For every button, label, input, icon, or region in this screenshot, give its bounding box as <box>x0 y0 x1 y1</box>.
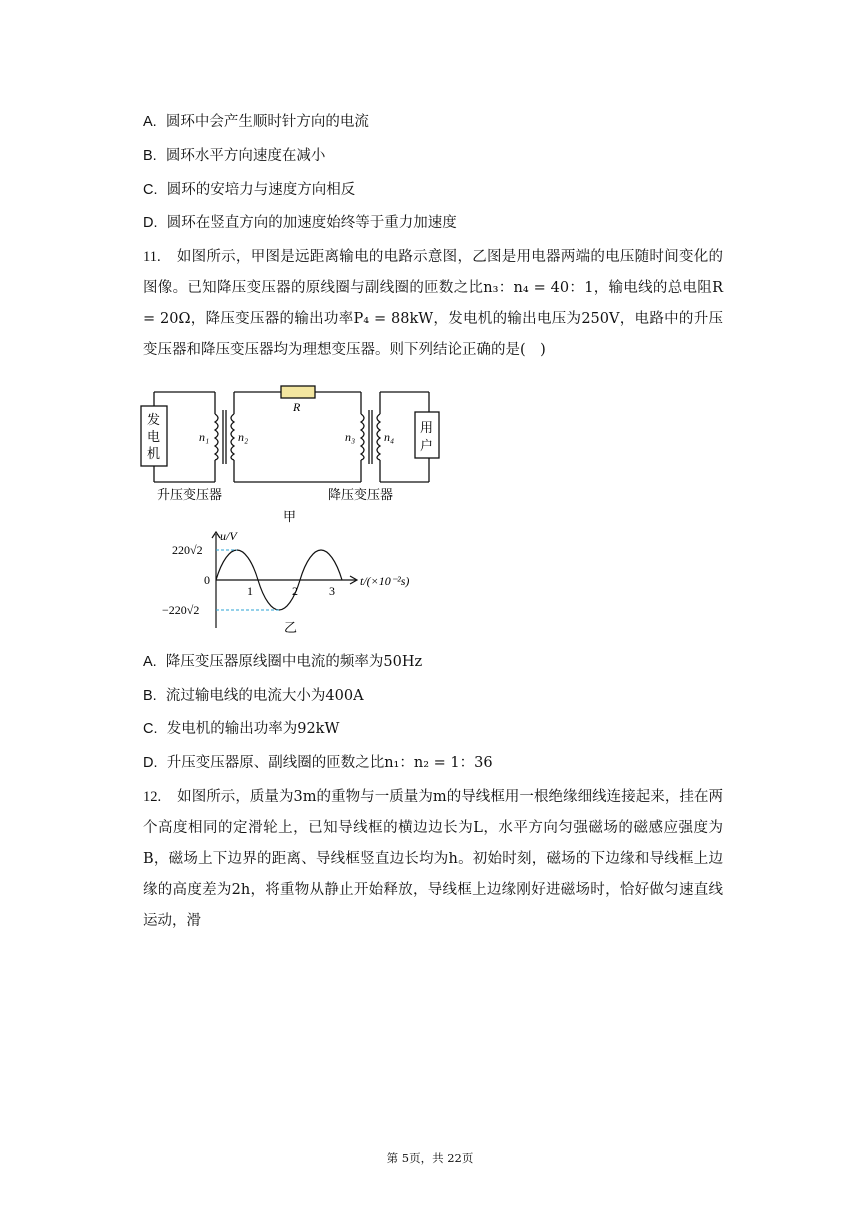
page-footer: 第 5页，共 22页 <box>386 1151 474 1165</box>
label-n3: n₃ <box>345 430 356 444</box>
label-n1: n₁ <box>199 430 210 444</box>
tick-label-2: 2 <box>292 584 298 598</box>
q11-option-d <box>143 753 493 773</box>
q11-stem <box>143 242 723 366</box>
resistor-label: R <box>293 400 301 414</box>
option-text: 圆环水平方向速度在减小 <box>165 148 326 164</box>
option-text: 升压变压器原、副线圈的匝数之比n₁：n₂ = 1：36 <box>166 755 493 771</box>
question-text: 如图所示，甲图是远距离输电的电路示意图，乙图是用电器两端的电压随时间变化的图像。已知降压变压器的原线圈与副线圈的匝数之比n₃：n₄ = 40：1，输电线的总电阻R = 20Ω，降压变压器的输出功率P₄ = 88kW，发电机的输出电压为250V，电路中的升压变压器和降压变压器均为理想变压器。则下列结论正确的是( ) <box>143 249 723 358</box>
tick-label-3: 3 <box>329 584 335 598</box>
option-text: 降压变压器原线圈中电流的频率为50Hz <box>165 654 423 670</box>
coil-n1 <box>215 414 218 460</box>
generator-label-2: 电 <box>147 430 161 445</box>
label-n4: n₄ <box>384 430 395 444</box>
q12-stem <box>143 782 723 937</box>
y-zero-label: 0 <box>204 573 210 587</box>
generator-label-1: 发 <box>147 413 161 428</box>
step-up-label: 升压变压器 <box>157 488 223 503</box>
option-letter: B. <box>143 688 157 704</box>
question-number: 12. <box>143 789 162 805</box>
option-text: 圆环中会产生顺时针方向的电流 <box>165 114 369 130</box>
option-letter: C. <box>143 721 158 737</box>
option-letter: C. <box>143 182 158 198</box>
q10-option-a <box>143 112 369 132</box>
label-n2: n₂ <box>238 430 249 444</box>
option-letter: A. <box>143 114 157 130</box>
coil-n2 <box>231 414 234 460</box>
step-down-label: 降压变压器 <box>328 488 394 503</box>
user-label-1: 用 <box>420 421 434 436</box>
tick-label-1: 1 <box>247 584 253 598</box>
question-number: 11. <box>143 249 161 265</box>
option-letter: D. <box>143 215 158 231</box>
y-top-label: 220√2 <box>172 543 203 557</box>
q11-option-c <box>143 719 339 739</box>
circuit-diagram <box>135 378 455 528</box>
q11-option-a <box>143 652 422 672</box>
y-axis-label: u/V <box>220 529 237 543</box>
option-text: 圆环在竖直方向的加速度始终等于重力加速度 <box>166 215 457 231</box>
coil-n3 <box>361 414 364 460</box>
option-text: 发电机的输出功率为92kW <box>166 721 340 737</box>
circuit-caption: 甲 <box>283 510 297 525</box>
user-label-2: 户 <box>420 439 434 454</box>
option-text: 圆环的安培力与速度方向相反 <box>166 182 356 198</box>
q10-option-b <box>143 146 325 166</box>
question-text: 如图所示，质量为3m的重物与一质量为m的导线框用一根绝缘细线连接起来，挂在两个高度相同的定滑轮上，已知导线框的横边边长为L，水平方向匀强磁场的磁感应强度为B，磁场上下边界的距离、导线框竖直边长均为h。初始时刻，磁场的下边缘和导线框上边缘的高度差为2h，将重物从静止开始释放，导线框上边缘刚好进磁场时，恰好做匀速直线运动，滑 <box>143 789 723 929</box>
q10-option-c <box>143 180 355 200</box>
coil-n4 <box>377 414 380 460</box>
graph-caption: 乙 <box>284 621 298 636</box>
option-letter: A. <box>143 654 157 670</box>
y-bottom-label: −220√2 <box>162 603 200 617</box>
x-axis-label: t/(×10⁻²s) <box>360 574 410 588</box>
option-letter: B. <box>143 148 157 164</box>
option-text: 流过输电线的电流大小为400A <box>165 688 364 704</box>
generator-label-3: 机 <box>147 447 161 462</box>
q10-option-d <box>143 213 457 233</box>
option-letter: D. <box>143 755 158 771</box>
voltage-graph <box>160 528 430 638</box>
q11-option-b <box>143 686 364 706</box>
resistor-r <box>281 386 315 398</box>
